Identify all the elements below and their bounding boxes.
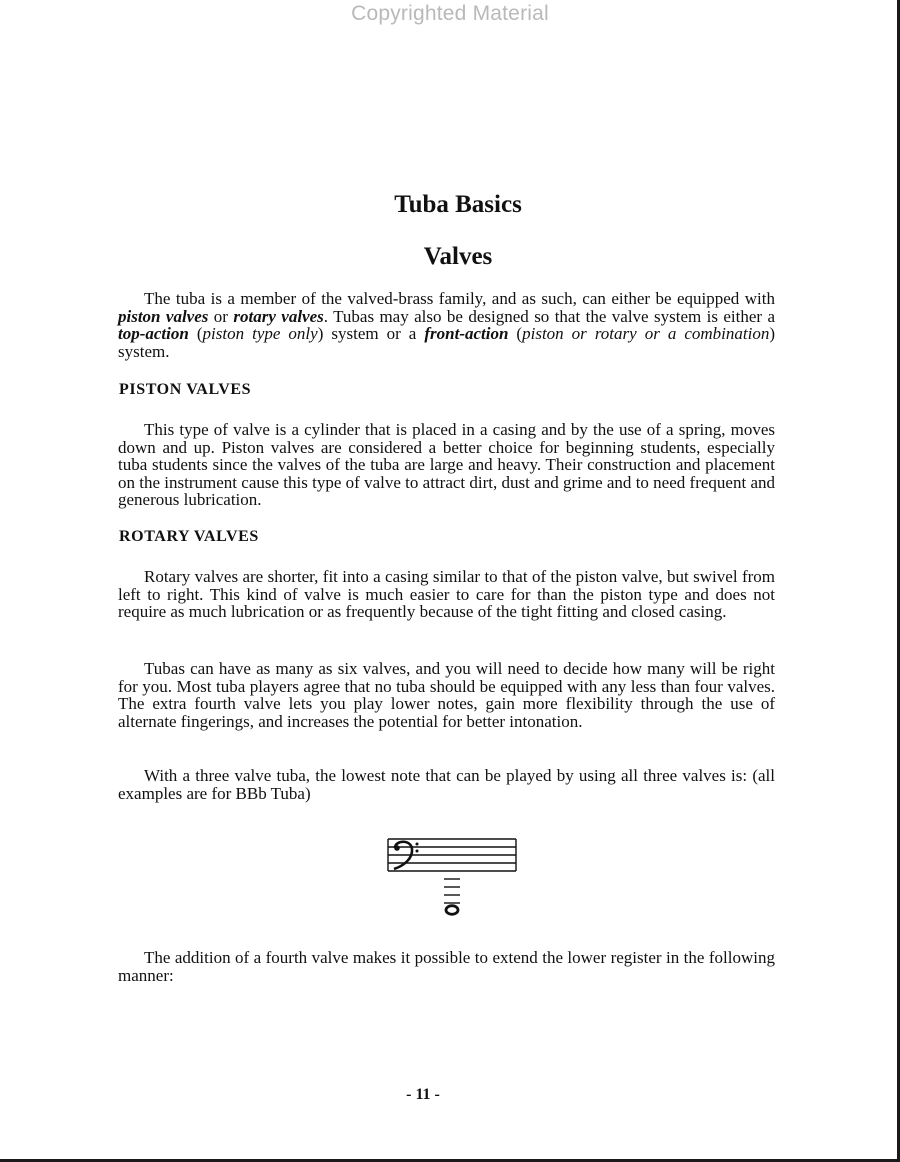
bass-clef-staff xyxy=(385,836,520,926)
term-rotary-valves: rotary valves xyxy=(233,306,324,326)
copyright-watermark: Copyrighted Material xyxy=(351,2,549,25)
three-valve-paragraph: With a three valve tuba, the lowest note that can be played by using all three valves is: (all examples are for BBb Tuba) xyxy=(118,766,775,803)
term-top-action: top-action xyxy=(118,324,189,343)
term-piston-valves: piston valves xyxy=(118,306,209,326)
ledger-lines xyxy=(444,879,460,903)
note-piston-only: piston type only xyxy=(202,324,318,343)
term-front-action: front-action xyxy=(424,324,509,343)
section-title: Valves xyxy=(423,243,493,270)
music-staff-example xyxy=(385,836,520,926)
rotary-paragraph: Rotary valves are shorter, fit into a casing similar to that of the piston valve, but swivel from left to right. This kind of valve is much easier to care for than the piston type and does not require as much lubrication or as frequently because of the tight fitting and closed casing. xyxy=(118,567,775,621)
page-number: - 11 - xyxy=(406,1086,440,1103)
piston-paragraph: This type of valve is a cylinder that is placed in a casing and by the use of a spring, moves down and up. Piston valves are considered a better choice for beginning students, especially tuba students since the valves of the tuba are large and heavy. Their construction and placement on the instrument cause this type of valve to attract dirt, dust and grime and to need frequent and generous lubrication. xyxy=(118,420,775,509)
valve-count-paragraph: Tubas can have as many as six valves, and you will need to decide how many will be right for you. Most tuba players agree that no tuba should be equipped with any less than four valves. The extra fourth valve lets you play lower notes, gain more flexibility through the use of alternate fingerings, and increases the potential for better intonation. xyxy=(118,659,775,731)
whole-note xyxy=(446,906,458,915)
fourth-valve-paragraph: The addition of a fourth valve makes it possible to extend the lower register in the following manner: xyxy=(118,948,775,985)
note-combination: piston or rotary or a combination xyxy=(522,324,770,343)
page-title: Tuba Basics xyxy=(394,191,522,218)
heading-piston-valves: PISTON VALVES xyxy=(119,381,252,398)
intro-paragraph: The tuba is a member of the valved-brass family, and as such, can either be equipped with piston valves or rotary valves. Tubas may also be designed so that the valve system is either a top-action (piston type only) system or a front-action (piston or rotary or a combination) system. xyxy=(118,289,776,361)
heading-rotary-valves: ROTARY VALVES xyxy=(119,528,259,545)
